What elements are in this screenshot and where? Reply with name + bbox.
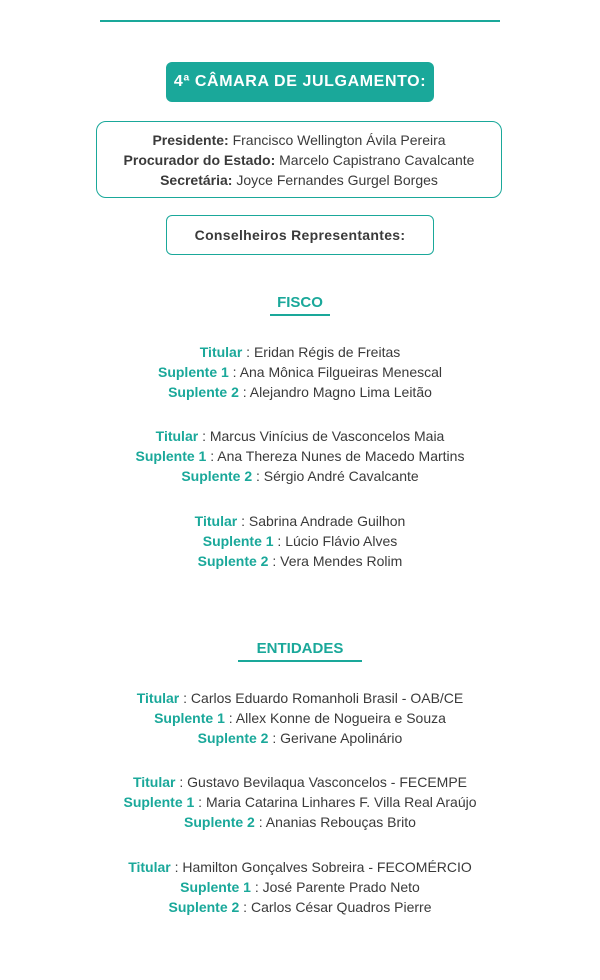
member-line: Suplente 1 : Ana Mônica Filgueiras Menescal <box>157 364 443 380</box>
member-role: Titular <box>136 690 180 706</box>
member-name: Carlos César Quadros Pierre <box>250 899 432 915</box>
member-line: Suplente 2 : Carlos César Quadros Pierre <box>168 899 432 915</box>
member-name: Gustavo Bevilaqua Vasconcelos - FECEMPE <box>187 774 468 790</box>
member-name: Lúcio Flávio Alves <box>285 533 398 549</box>
section-heading-entidades: ENTIDADES <box>256 640 344 657</box>
member-line: Titular : Eridan Régis de Freitas <box>199 344 401 360</box>
member-line: Titular : Carlos Eduardo Romanholi Brasil - OAB/CE <box>136 690 464 706</box>
officer-role: Secretária: <box>160 171 233 188</box>
member-line: Suplente 2 : Alejandro Magno Lima Leitão <box>168 384 432 400</box>
member-role: Suplente 2 <box>184 814 255 830</box>
member-group-fisco-1 <box>0 342 600 402</box>
member-line: Titular : Sabrina Andrade Guilhon <box>194 513 406 529</box>
member-line: Suplente 2 : Vera Mendes Rolim <box>197 553 403 569</box>
member-role: Suplente 2 <box>168 899 240 915</box>
member-group-entidades-1 <box>0 688 600 748</box>
member-name: José Parente Prado Neto <box>262 879 420 895</box>
member-line: Titular : Hamilton Gonçalves Sobreira - FECOMÉRCIO <box>128 859 472 875</box>
member-role: Suplente 1 <box>135 448 207 464</box>
member-name: Marcus Vinícius de Vasconcelos Maia <box>209 428 445 444</box>
member-line: Suplente 1 : José Parente Prado Neto <box>180 879 420 895</box>
member-role: Suplente 2 <box>181 468 253 484</box>
section-rule-entidades <box>238 660 362 662</box>
member-line: Suplente 1 : Allex Konne de Nogueira e Souza <box>154 710 446 726</box>
member-name: Hamilton Gonçalves Sobreira - FECOMÉRCIO <box>182 859 472 875</box>
member-group-entidades-2 <box>0 772 600 832</box>
member-line: Suplente 2 : Ananias Rebouças Brito <box>184 814 416 830</box>
member-line: Titular : Gustavo Bevilaqua Vasconcelos - FECEMPE <box>132 774 468 790</box>
officer-role: Presidente: <box>152 131 229 148</box>
section-heading-fisco: FISCO <box>277 294 323 311</box>
member-role: Titular <box>194 513 238 529</box>
member-name: Allex Konne de Nogueira e Souza <box>235 710 446 726</box>
member-name: Carlos Eduardo Romanholi Brasil - OAB/CE <box>190 690 464 706</box>
member-group-entidades-3 <box>0 857 600 917</box>
member-role: Titular <box>155 428 199 444</box>
chamber-title-banner <box>166 62 434 102</box>
section-rule-fisco <box>270 314 330 316</box>
member-role: Suplente 2 <box>197 730 269 746</box>
member-group-fisco-2 <box>0 426 600 486</box>
member-role: Suplente 1 <box>123 794 195 810</box>
member-role: Suplente 1 <box>157 364 229 380</box>
member-role: Titular <box>199 344 243 360</box>
member-line: Suplente 2 : Sérgio André Cavalcante <box>181 468 419 484</box>
member-name: Vera Mendes Rolim <box>280 553 403 569</box>
member-name: Gerivane Apolinário <box>280 730 403 746</box>
officer-name: Francisco Wellington Ávila Pereira <box>228 131 446 148</box>
officer-secretary <box>160 171 438 189</box>
officer-state-attorney <box>124 151 475 169</box>
member-role: Suplente 2 <box>168 384 239 400</box>
member-role: Titular <box>132 774 176 790</box>
officer-name: Joyce Fernandes Gurgel Borges <box>232 171 438 188</box>
member-line: Suplente 1 : Ana Thereza Nunes de Macedo Martins <box>135 448 465 464</box>
member-group-fisco-3 <box>0 511 600 571</box>
member-name: Maria Catarina Linhares F. Villa Real Araújo <box>205 794 477 810</box>
member-name: Sabrina Andrade Guilhon <box>248 513 406 529</box>
officer-name: Marcelo Capistrano Cavalcante <box>275 151 475 168</box>
member-name: Eridan Régis de Freitas <box>253 344 401 360</box>
officer-president <box>152 131 445 149</box>
member-line: Titular : Marcus Vinícius de Vasconcelos Maia <box>155 428 445 444</box>
councilors-heading: Conselheiros Representantes: <box>194 227 406 243</box>
chamber-title: 4ª CÂMARA DE JULGAMENTO: <box>173 73 427 90</box>
member-name: Sérgio André Cavalcante <box>263 468 419 484</box>
member-role: Titular <box>128 859 171 875</box>
member-line: Suplente 1 : Maria Catarina Linhares F. Villa Real Araújo <box>123 794 477 810</box>
member-name: Ana Thereza Nunes de Macedo Martins <box>217 448 465 464</box>
member-role: Suplente 1 <box>180 879 251 895</box>
top-divider <box>100 20 500 22</box>
member-line: Suplente 1 : Lúcio Flávio Alves <box>202 533 398 549</box>
member-name: Ananias Rebouças Brito <box>265 814 416 830</box>
member-role: Suplente 1 <box>202 533 274 549</box>
councilors-heading-box <box>166 215 434 255</box>
member-role: Suplente 2 <box>197 553 269 569</box>
officers-panel <box>96 121 502 198</box>
member-name: Ana Mônica Filgueiras Menescal <box>239 364 443 380</box>
member-role: Suplente 1 <box>154 710 225 726</box>
member-name: Alejandro Magno Lima Leitão <box>249 384 432 400</box>
officer-role: Procurador do Estado: <box>123 151 276 168</box>
member-line: Suplente 2 : Gerivane Apolinário <box>197 730 403 746</box>
